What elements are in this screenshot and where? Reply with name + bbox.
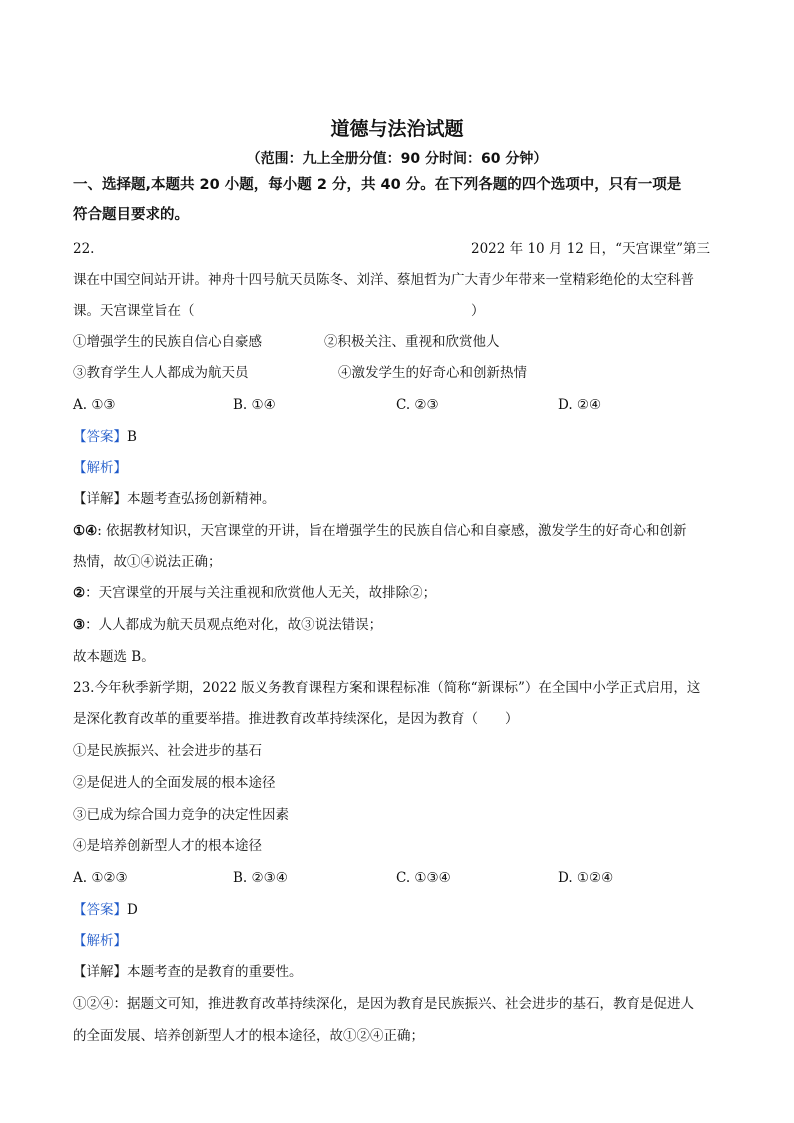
q23-item-2: ②是促进人的全面发展的根本途径 — [73, 775, 276, 791]
q22-explanation-1-cont: 热情，故①④说法正确； — [73, 554, 222, 570]
q22-analysis-tag: 【解析】 — [73, 460, 127, 476]
q22-stem-line-2: 课在中国空间站开讲。神舟十四号航天员陈冬、刘洋、蔡旭哲为广大青少年带来一堂精彩绝伦的太空科普 — [73, 272, 694, 288]
q22-option-d: D. ②④ — [558, 397, 602, 413]
q22-stem-line-1: 2022 年 10 月 12 日，“天宫课堂”第三 — [471, 241, 710, 257]
q23-option-c: C. ①③④ — [396, 870, 451, 886]
q22-stem-bracket-close: ） — [471, 303, 485, 319]
q22-answer — [73, 428, 137, 446]
q23-stem-line-1: 23.今年秋季新学期，2022 版义务教育课程方案和课程标准（简称“新课标”）在全国中小学正式启用，这 — [73, 680, 701, 696]
q22-number: 22. — [73, 241, 95, 257]
q22-item-4: ④激发学生的好奇心和创新热情 — [338, 365, 527, 381]
explanation-text: ：人人都成为航天员观点绝对化，故③说法错误； — [85, 617, 383, 633]
answer-value: D — [127, 902, 138, 918]
q23-item-3: ③已成为综合国力竞争的决定性因素 — [73, 807, 289, 823]
q23-explanation-1-cont: 的全面发展、培养创新型人才的根本途径，故①②④正确； — [73, 1028, 424, 1044]
answer-tag: 【答案】 — [73, 902, 127, 918]
answer-tag: 【答案】 — [73, 429, 127, 445]
detail-tag: 【详解】 — [73, 964, 127, 980]
q22-item-2: ②积极关注、重视和欣赏他人 — [324, 334, 500, 350]
q22-stem-line-3: 课。天宫课堂旨在（ — [73, 303, 195, 319]
detail-text: 本题考查弘扬创新精神。 — [127, 491, 276, 507]
q23-stem-line-2: 是深化教育改革的重要举措。推进教育改革持续深化，是因为教育（ ） — [73, 711, 519, 727]
q23-item-1: ①是民族振兴、社会进步的基石 — [73, 743, 262, 759]
q23-option-a: A. ①②③ — [73, 870, 128, 886]
q22-conclusion: 故本题选 B。 — [73, 649, 155, 665]
q22-item-3: ③教育学生人人都成为航天员 — [73, 365, 249, 381]
q23-explanation-1: ①②④：据题文可知，推进教育改革持续深化，是因为教育是民族振兴、社会进步的基石，教育是促进人 — [73, 996, 694, 1012]
q22-explanation-3 — [73, 616, 382, 634]
q23-analysis-tag: 【解析】 — [73, 933, 127, 949]
q22-explanation-1 — [73, 522, 687, 540]
explanation-head: ② — [73, 585, 86, 601]
page-title: 道德与法治试题 — [330, 118, 464, 140]
detail-tag: 【详解】 — [73, 491, 127, 507]
q22-option-a: A. ①③ — [73, 397, 116, 413]
q22-explanation-2 — [73, 584, 436, 602]
explanation-head: ①④ — [73, 523, 98, 539]
page-subtitle: （范围：九上全册分值：90 分时间：60 分钟） — [246, 151, 548, 167]
explanation-head: ③ — [73, 617, 86, 633]
q23-item-4: ④是培养创新型人才的根本途径 — [73, 838, 262, 854]
explanation-text: ：天宫课堂的开展与关注重视和欣赏他人无关，故排除②； — [85, 585, 437, 601]
section-heading-line-1: 一、选择题,本题共 20 小题，每小题 2 分，共 40 分。在下列各题的四个选项中，只有一项是 — [73, 177, 682, 193]
q23-detail — [73, 963, 303, 981]
q23-answer — [73, 901, 138, 919]
section-heading-line-2: 符合题目要求的。 — [73, 207, 189, 223]
q23-option-d: D. ①②④ — [558, 870, 614, 886]
explanation-text: : 依据教材知识，天宫课堂的开讲，旨在增强学生的民族自信心和自豪感，激发学生的好奇心和创新 — [97, 523, 687, 539]
q23-option-b: B. ②③④ — [233, 870, 288, 886]
detail-text: 本题考查的是教育的重要性。 — [127, 964, 303, 980]
q22-option-c: C. ②③ — [396, 397, 439, 413]
q22-option-b: B. ①④ — [233, 397, 276, 413]
answer-value: B — [127, 429, 137, 445]
q22-detail — [73, 490, 276, 508]
q22-item-1: ①增强学生的民族自信心自豪感 — [73, 334, 262, 350]
